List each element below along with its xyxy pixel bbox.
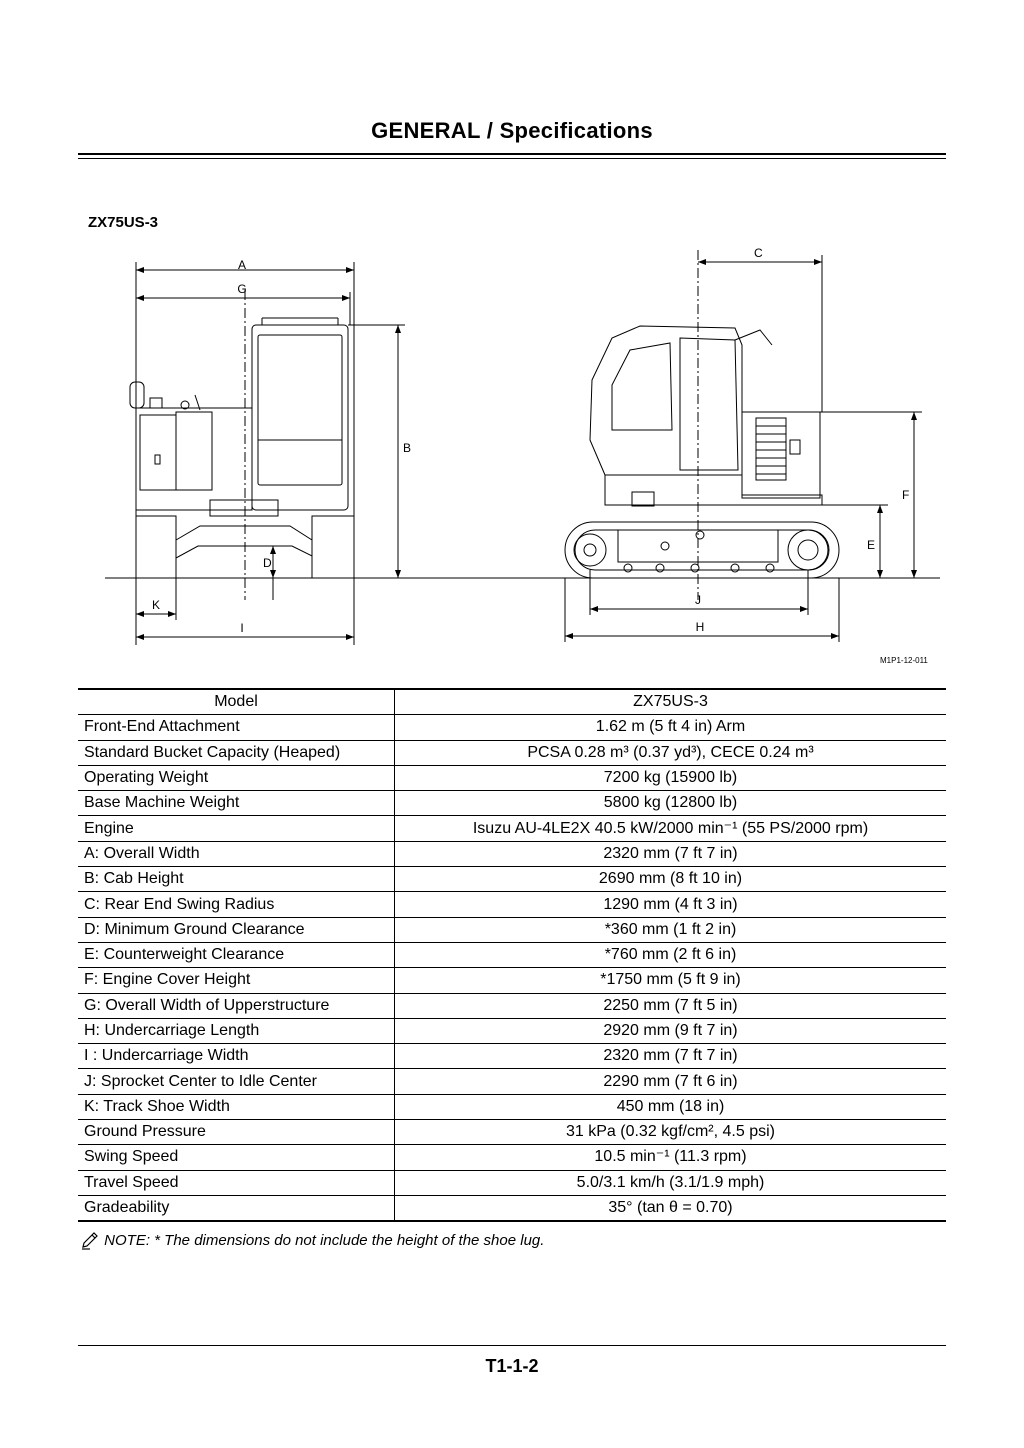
- table-header-row: [78, 689, 946, 715]
- spec-value: 450 mm (18 in): [395, 1094, 947, 1119]
- spec-value: 5.0/3.1 km/h (3.1/1.9 mph): [395, 1170, 947, 1195]
- spec-value: *760 mm (2 ft 6 in): [395, 942, 947, 967]
- spec-value: 2690 mm (8 ft 10 in): [395, 867, 947, 892]
- dim-label-j: J: [695, 593, 701, 607]
- spec-value: 1.62 m (5 ft 4 in) Arm: [395, 715, 947, 740]
- spec-value: 1290 mm (4 ft 3 in): [395, 892, 947, 917]
- spec-value: 10.5 min⁻¹ (11.3 rpm): [395, 1145, 947, 1170]
- spec-label: Swing Speed: [78, 1145, 395, 1170]
- table-row: [78, 1094, 946, 1119]
- spec-value: 2920 mm (9 ft 7 in): [395, 1018, 947, 1043]
- table-row: [78, 791, 946, 816]
- note: [80, 1232, 544, 1250]
- table-row: [78, 1195, 946, 1221]
- spec-value: Isuzu AU-4LE2X 40.5 kW/2000 min⁻¹ (55 PS/2000 rpm): [395, 816, 947, 841]
- table-row: [78, 968, 946, 993]
- note-text: NOTE: * The dimensions do not include the height of the shoe lug.: [104, 1232, 545, 1249]
- spec-label: J: Sprocket Center to Idle Center: [78, 1069, 395, 1094]
- spec-label: E: Counterweight Clearance: [78, 942, 395, 967]
- spec-value: 7200 kg (15900 lb): [395, 765, 947, 790]
- figure-id: M1P1-12-011: [880, 656, 928, 665]
- spec-table: [78, 688, 946, 1222]
- table-row: [78, 892, 946, 917]
- spec-label: H: Undercarriage Length: [78, 1018, 395, 1043]
- spec-label: Travel Speed: [78, 1170, 395, 1195]
- table-row: [78, 740, 946, 765]
- spec-label: Model: [78, 689, 395, 715]
- spec-value: 2320 mm (7 ft 7 in): [395, 1044, 947, 1069]
- table-row: [78, 765, 946, 790]
- spec-label: C: Rear End Swing Radius: [78, 892, 395, 917]
- pencil-icon: [80, 1232, 100, 1250]
- spec-value: 5800 kg (12800 lb): [395, 791, 947, 816]
- dim-label-k: K: [152, 598, 161, 612]
- excavator-dimension-drawing: [100, 240, 950, 680]
- spec-value: PCSA 0.28 m³ (0.37 yd³), CECE 0.24 m³: [395, 740, 947, 765]
- table-row: [78, 1044, 946, 1069]
- dim-label-a: A: [237, 258, 247, 272]
- dim-label-f: F: [902, 488, 910, 502]
- spec-label: Operating Weight: [78, 765, 395, 790]
- spec-label: B: Cab Height: [78, 867, 395, 892]
- table-row: [78, 1018, 946, 1043]
- spec-label: I : Undercarriage Width: [78, 1044, 395, 1069]
- header-rule-thin: [78, 158, 946, 159]
- dim-label-i: I: [240, 621, 244, 635]
- table-row: [78, 1170, 946, 1195]
- spec-label: G: Overall Width of Upperstructure: [78, 993, 395, 1018]
- table-row: [78, 816, 946, 841]
- spec-label: A: Overall Width: [78, 841, 395, 866]
- spec-label: F: Engine Cover Height: [78, 968, 395, 993]
- dim-label-d: D: [263, 556, 272, 570]
- spec-label: D: Minimum Ground Clearance: [78, 917, 395, 942]
- spec-value: 35° (tan θ = 0.70): [395, 1195, 947, 1221]
- table-row: [78, 993, 946, 1018]
- page-title: GENERAL / Specifications: [371, 118, 653, 143]
- spec-value: ZX75US-3: [395, 689, 947, 715]
- spec-label: Front-End Attachment: [78, 715, 395, 740]
- table-row: [78, 1145, 946, 1170]
- table-row: [78, 942, 946, 967]
- front-view: [130, 258, 411, 645]
- spec-value: 2290 mm (7 ft 6 in): [395, 1069, 947, 1094]
- spec-label: K: Track Shoe Width: [78, 1094, 395, 1119]
- table-row: [78, 715, 946, 740]
- header-rule-thick: [78, 153, 946, 155]
- spec-label: Base Machine Weight: [78, 791, 395, 816]
- side-view: [565, 246, 922, 642]
- spec-value: *1750 mm (5 ft 9 in): [395, 968, 947, 993]
- page-number: T1-1-2: [485, 1356, 539, 1376]
- table-row: [78, 1069, 946, 1094]
- spec-label: Gradeability: [78, 1195, 395, 1221]
- dim-label-h: H: [695, 620, 705, 634]
- model-heading: ZX75US-3: [88, 214, 159, 231]
- dim-label-b: B: [403, 441, 412, 455]
- spec-label: Standard Bucket Capacity (Heaped): [78, 740, 395, 765]
- spec-value: 31 kPa (0.32 kgf/cm², 4.5 psi): [395, 1120, 947, 1145]
- table-row: [78, 1120, 946, 1145]
- footer-rule: [78, 1345, 946, 1346]
- table-row: [78, 841, 946, 866]
- spec-value: 2320 mm (7 ft 7 in): [395, 841, 947, 866]
- spec-value: 2250 mm (7 ft 5 in): [395, 993, 947, 1018]
- table-row: [78, 917, 946, 942]
- dim-label-c: C: [754, 246, 763, 260]
- spec-value: *360 mm (1 ft 2 in): [395, 917, 947, 942]
- dim-label-g: G: [237, 282, 247, 296]
- spec-label: Engine: [78, 816, 395, 841]
- spec-label: Ground Pressure: [78, 1120, 395, 1145]
- dim-label-e: E: [867, 538, 876, 552]
- table-row: [78, 867, 946, 892]
